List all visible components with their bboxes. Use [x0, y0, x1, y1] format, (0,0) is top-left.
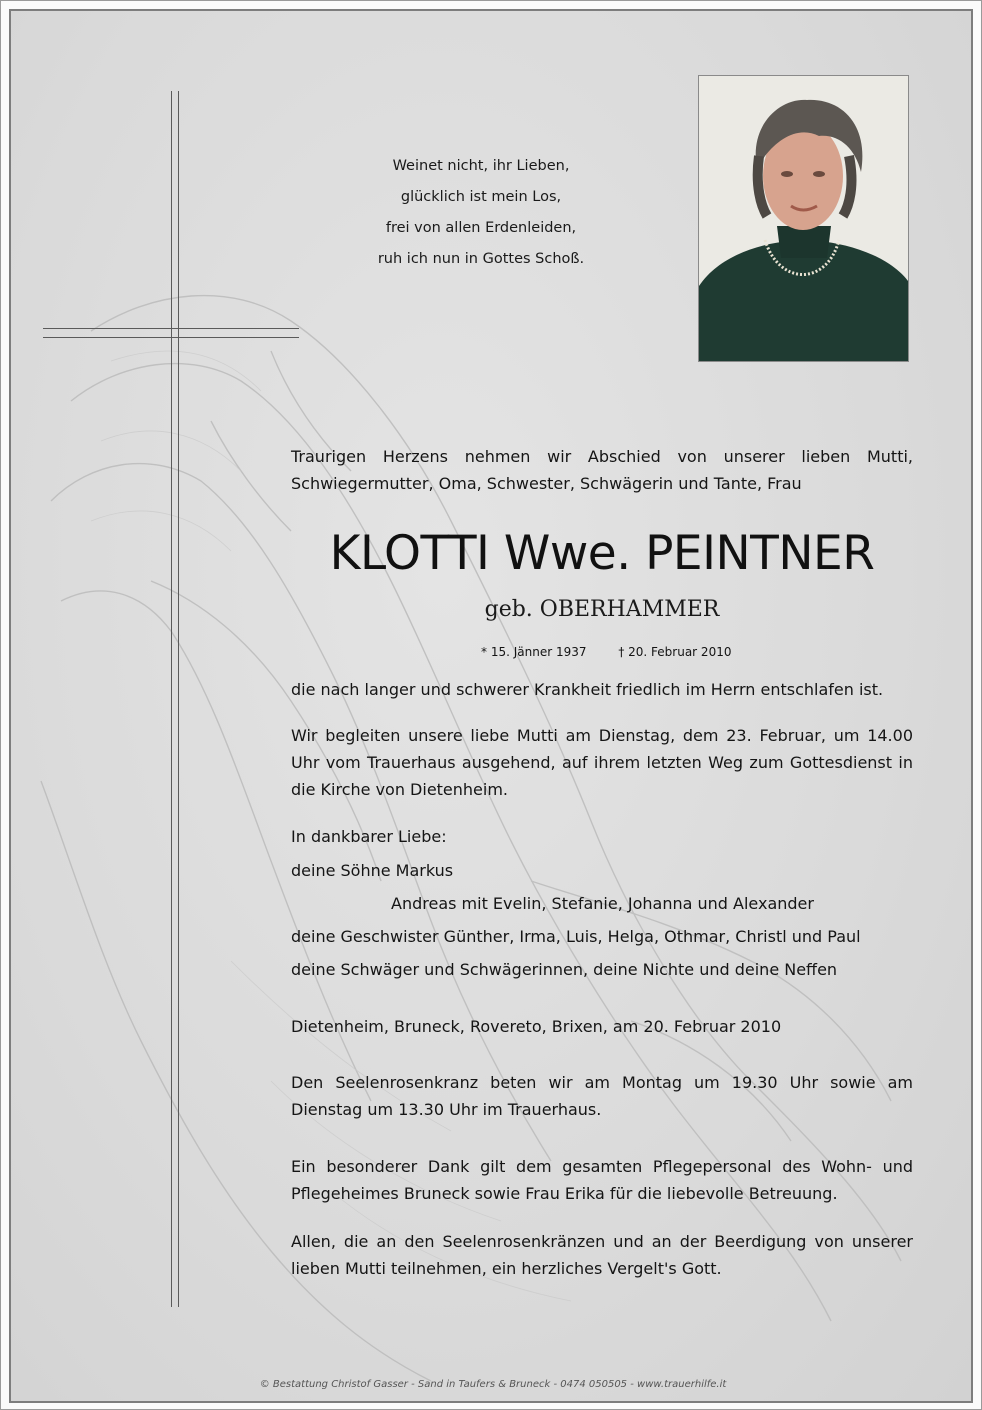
birth-name: geb. OBERHAMMER	[484, 597, 720, 622]
mourners-heading: In dankbarer Liebe:	[291, 827, 447, 846]
death-date: † 20. Februar 2010	[618, 645, 732, 659]
cross-vertical-line	[171, 91, 172, 1307]
cross-vertical-line-inner	[178, 91, 179, 1307]
cross-horizontal-line-inner	[43, 337, 299, 338]
deceased-portrait-photo	[698, 75, 909, 362]
rosary-text: Den Seelenrosenkranz beten wir am Montag um 19.30 Uhr sowie am Dienstag um 13.30 Uhr im Trauerhaus.	[291, 1073, 913, 1119]
passing-text: die nach langer und schwerer Krankheit friedlich im Herrn entschlafen ist.	[291, 680, 884, 699]
mourners-line: Andreas mit Evelin, Stefanie, Johanna und Alexander	[391, 894, 814, 913]
poem-line: Weinet nicht, ihr Lieben,	[392, 158, 570, 174]
memorial-poem	[331, 151, 631, 275]
birth-date: * 15. Jänner 1937	[481, 645, 587, 659]
mourners-line: deine Geschwister Günther, Irma, Luis, Helga, Othmar, Christl und Paul	[291, 927, 861, 946]
place-and-date: Dietenheim, Bruneck, Rovereto, Brixen, am 20. Februar 2010	[291, 1017, 782, 1036]
funeral-home-footer: © Bestattung Christof Gasser - Sand in Taufers & Bruneck - 0474 050505 - www.trauerhilfe.it	[259, 1379, 727, 1390]
care-thanks-text: Ein besonderer Dank gilt dem gesamten Pflegepersonal des Wohn- und Pflegeheimes Bruneck sowie Frau Erika für die liebevolle Betreuung.	[291, 1157, 913, 1203]
intro-text: Traurigen Herzens nehmen wir Abschied von unserer lieben Mutti, Schwiegermutter, Oma, Schwester, Schwägerin und Tante, Frau	[291, 447, 913, 493]
deceased-name: KLOTTI Wwe. PEINTNER	[329, 526, 875, 581]
poem-line: ruh ich nun in Gottes Schoß.	[377, 251, 585, 267]
mourners-line: deine Söhne Markus	[291, 861, 454, 880]
funeral-text: Wir begleiten unsere liebe Mutti am Dienstag, dem 23. Februar, um 14.00 Uhr vom Trauerhaus ausgehend, auf ihrem letzten Weg zum Gottesdienst in die Kirche von Dietenheim.	[291, 726, 913, 799]
obituary-panel	[9, 9, 973, 1403]
life-dates	[481, 642, 801, 662]
poem-line: glücklich ist mein Los,	[400, 189, 562, 205]
poem-line: frei von allen Erdenleiden,	[385, 220, 577, 236]
final-thanks-text: Allen, die an den Seelenrosenkränzen und an der Beerdigung von unserer lieben Mutti teilnehmen, ein herzliches Vergelt's Gott.	[291, 1232, 913, 1278]
cross-horizontal-line	[43, 328, 299, 329]
mourners-line: deine Schwäger und Schwägerinnen, deine Nichte und deine Neffen	[291, 960, 838, 979]
